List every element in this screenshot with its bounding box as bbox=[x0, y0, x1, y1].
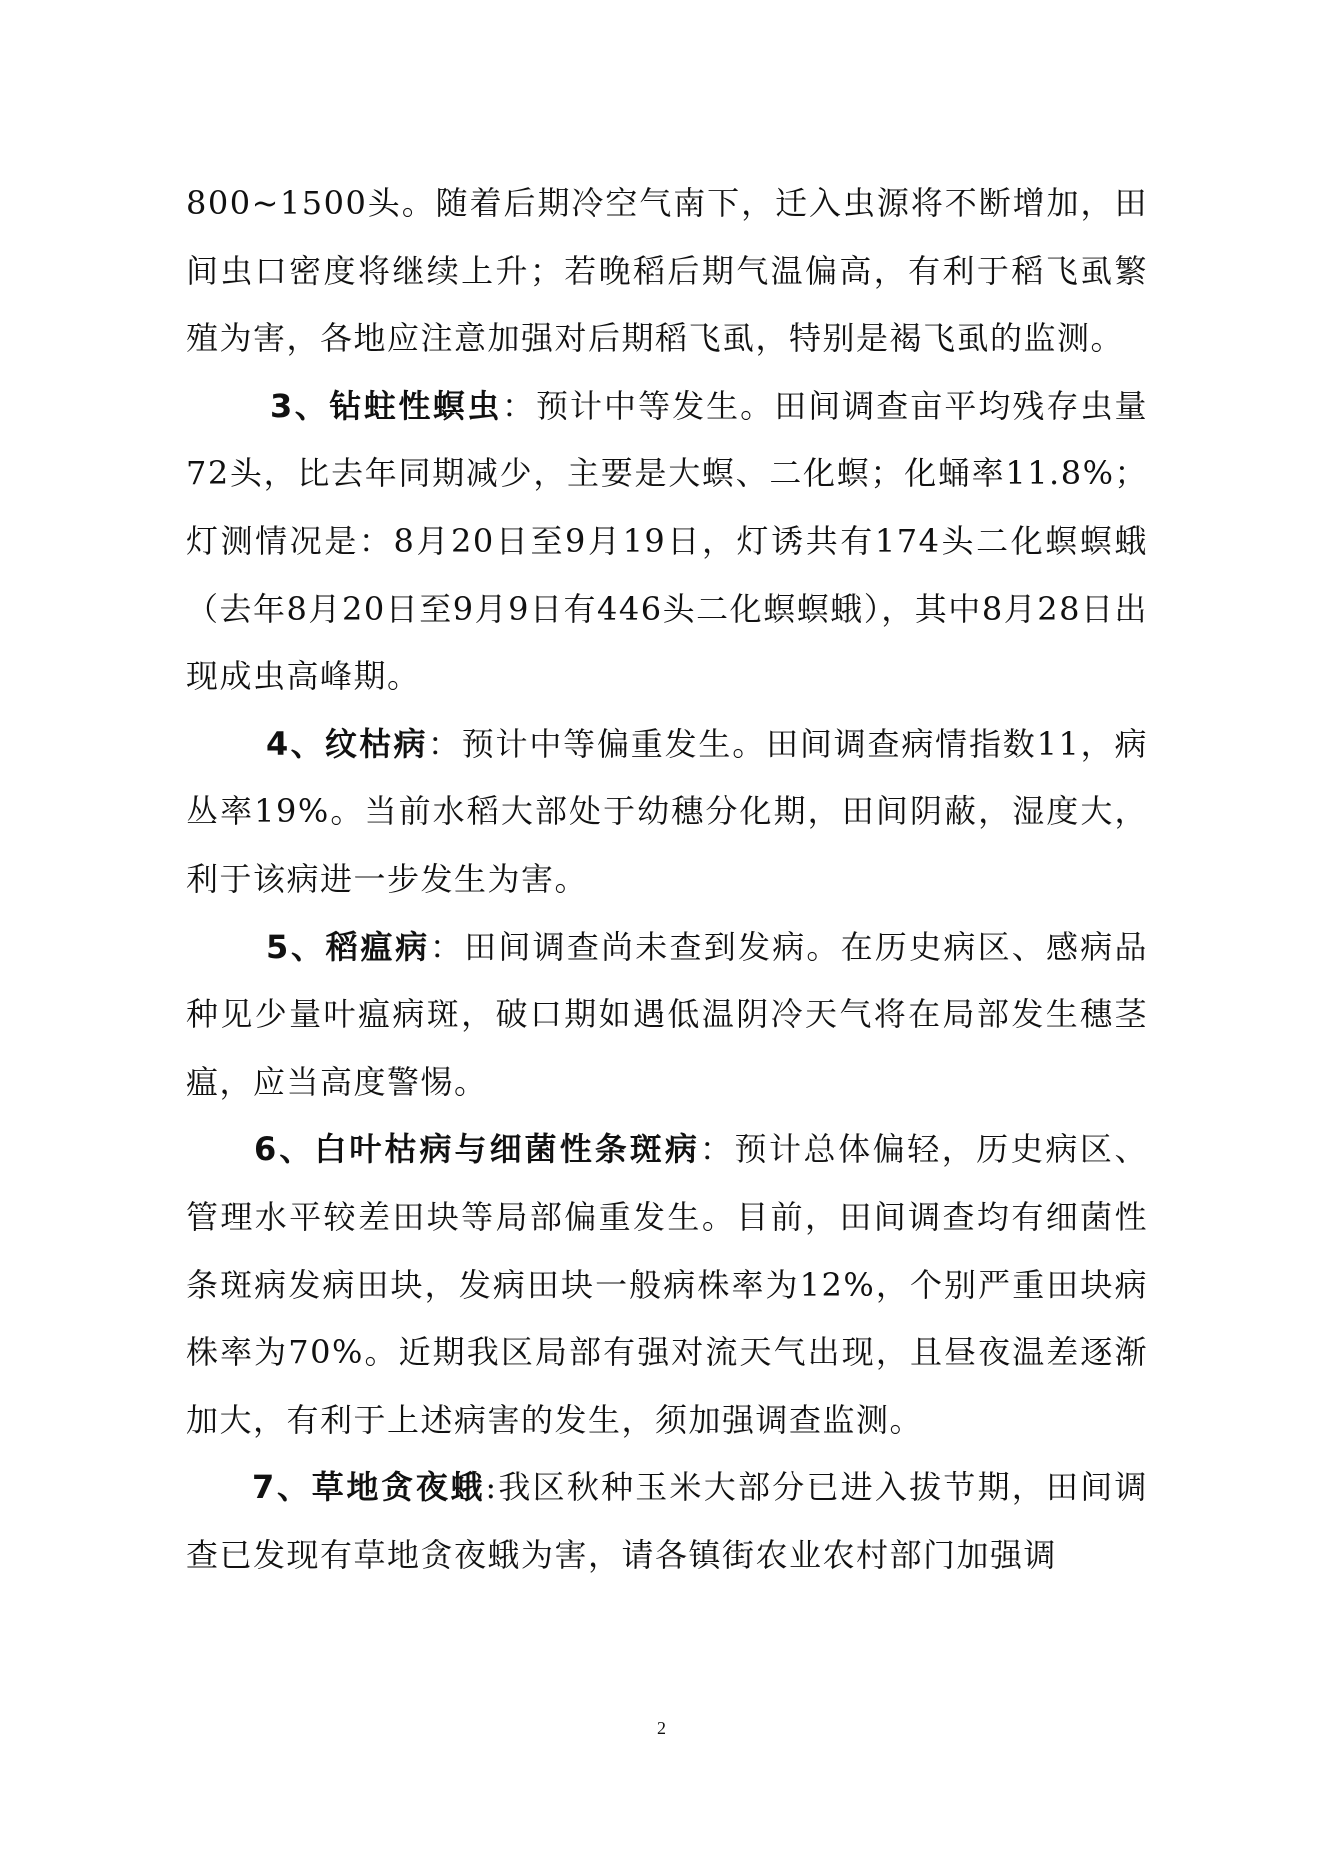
paragraph-text: ：预计中等发生。田间调查亩平均残存虫量72头，比去年同期减少，主要是大螟、二化螟；化蛹率11.8%；灯测情况是：8月20日至9月19日，灯诱共有174头二化螟螟蛾（去年8月20日至9月9日有446头二化螟螟蛾），其中8月28日出现成虫高峰期。 bbox=[186, 386, 1148, 696]
page-number: 2 bbox=[657, 1718, 666, 1738]
paragraph-text: 800~1500头。随着后期冷空气南下，迁入虫源将不断增加，田间虫口密度将继续上升；若晚稻后期气温偏高，有利于稻飞虱繁殖为害，各地应注意加强对后期稻飞虱，特别是褐飞虱的监测。 bbox=[186, 184, 1148, 358]
paragraph-rice-blast bbox=[186, 914, 1148, 1117]
paragraph-sheath-blight bbox=[186, 711, 1148, 914]
section-heading: 4、纹枯病 bbox=[266, 724, 428, 763]
paragraph-bacterial-blight bbox=[186, 1116, 1148, 1454]
paragraph-text: ：田间调查尚未查到发病。在历史病区、感病品种见少量叶瘟病斑，破口期如遇低温阴冷天气将在局部发生穗茎瘟，应当高度警惕。 bbox=[186, 927, 1148, 1101]
document-body bbox=[186, 170, 1148, 1589]
paragraph-text: ：预计总体偏轻，历史病区、管理水平较差田块等局部偏重发生。目前，田间调查均有细菌性条斑病发病田块，发病田块一般病株率为12%，个别严重田块病株率为70%。近期我区局部有强对流天气出现，且昼夜温差逐渐加大，有利于上述病害的发生，须加强调查监测。 bbox=[186, 1130, 1148, 1439]
paragraph-planthopper-continued bbox=[186, 170, 1148, 373]
paragraph-text: ：预计中等偏重发生。田间调查病情指数11，病丛率19%。当前水稻大部处于幼穗分化期，田间阴蔽，湿度大，利于该病进一步发生为害。 bbox=[186, 724, 1148, 898]
paragraph-text: :我区秋种玉米大部分已进入拔节期，田间调查已发现有草地贪夜蛾为害，请各镇街农业农村部门加强调 bbox=[186, 1468, 1148, 1574]
paragraph-stem-borer bbox=[186, 373, 1148, 711]
paragraph-fall-armyworm bbox=[186, 1454, 1148, 1589]
section-heading: 6、白叶枯病与细菌性条斑病 bbox=[254, 1130, 700, 1169]
section-heading: 5、稻瘟病 bbox=[266, 927, 430, 966]
section-heading: 3、钻蛀性螟虫 bbox=[270, 386, 502, 425]
section-heading: 7、草地贪夜蛾 bbox=[252, 1468, 486, 1507]
